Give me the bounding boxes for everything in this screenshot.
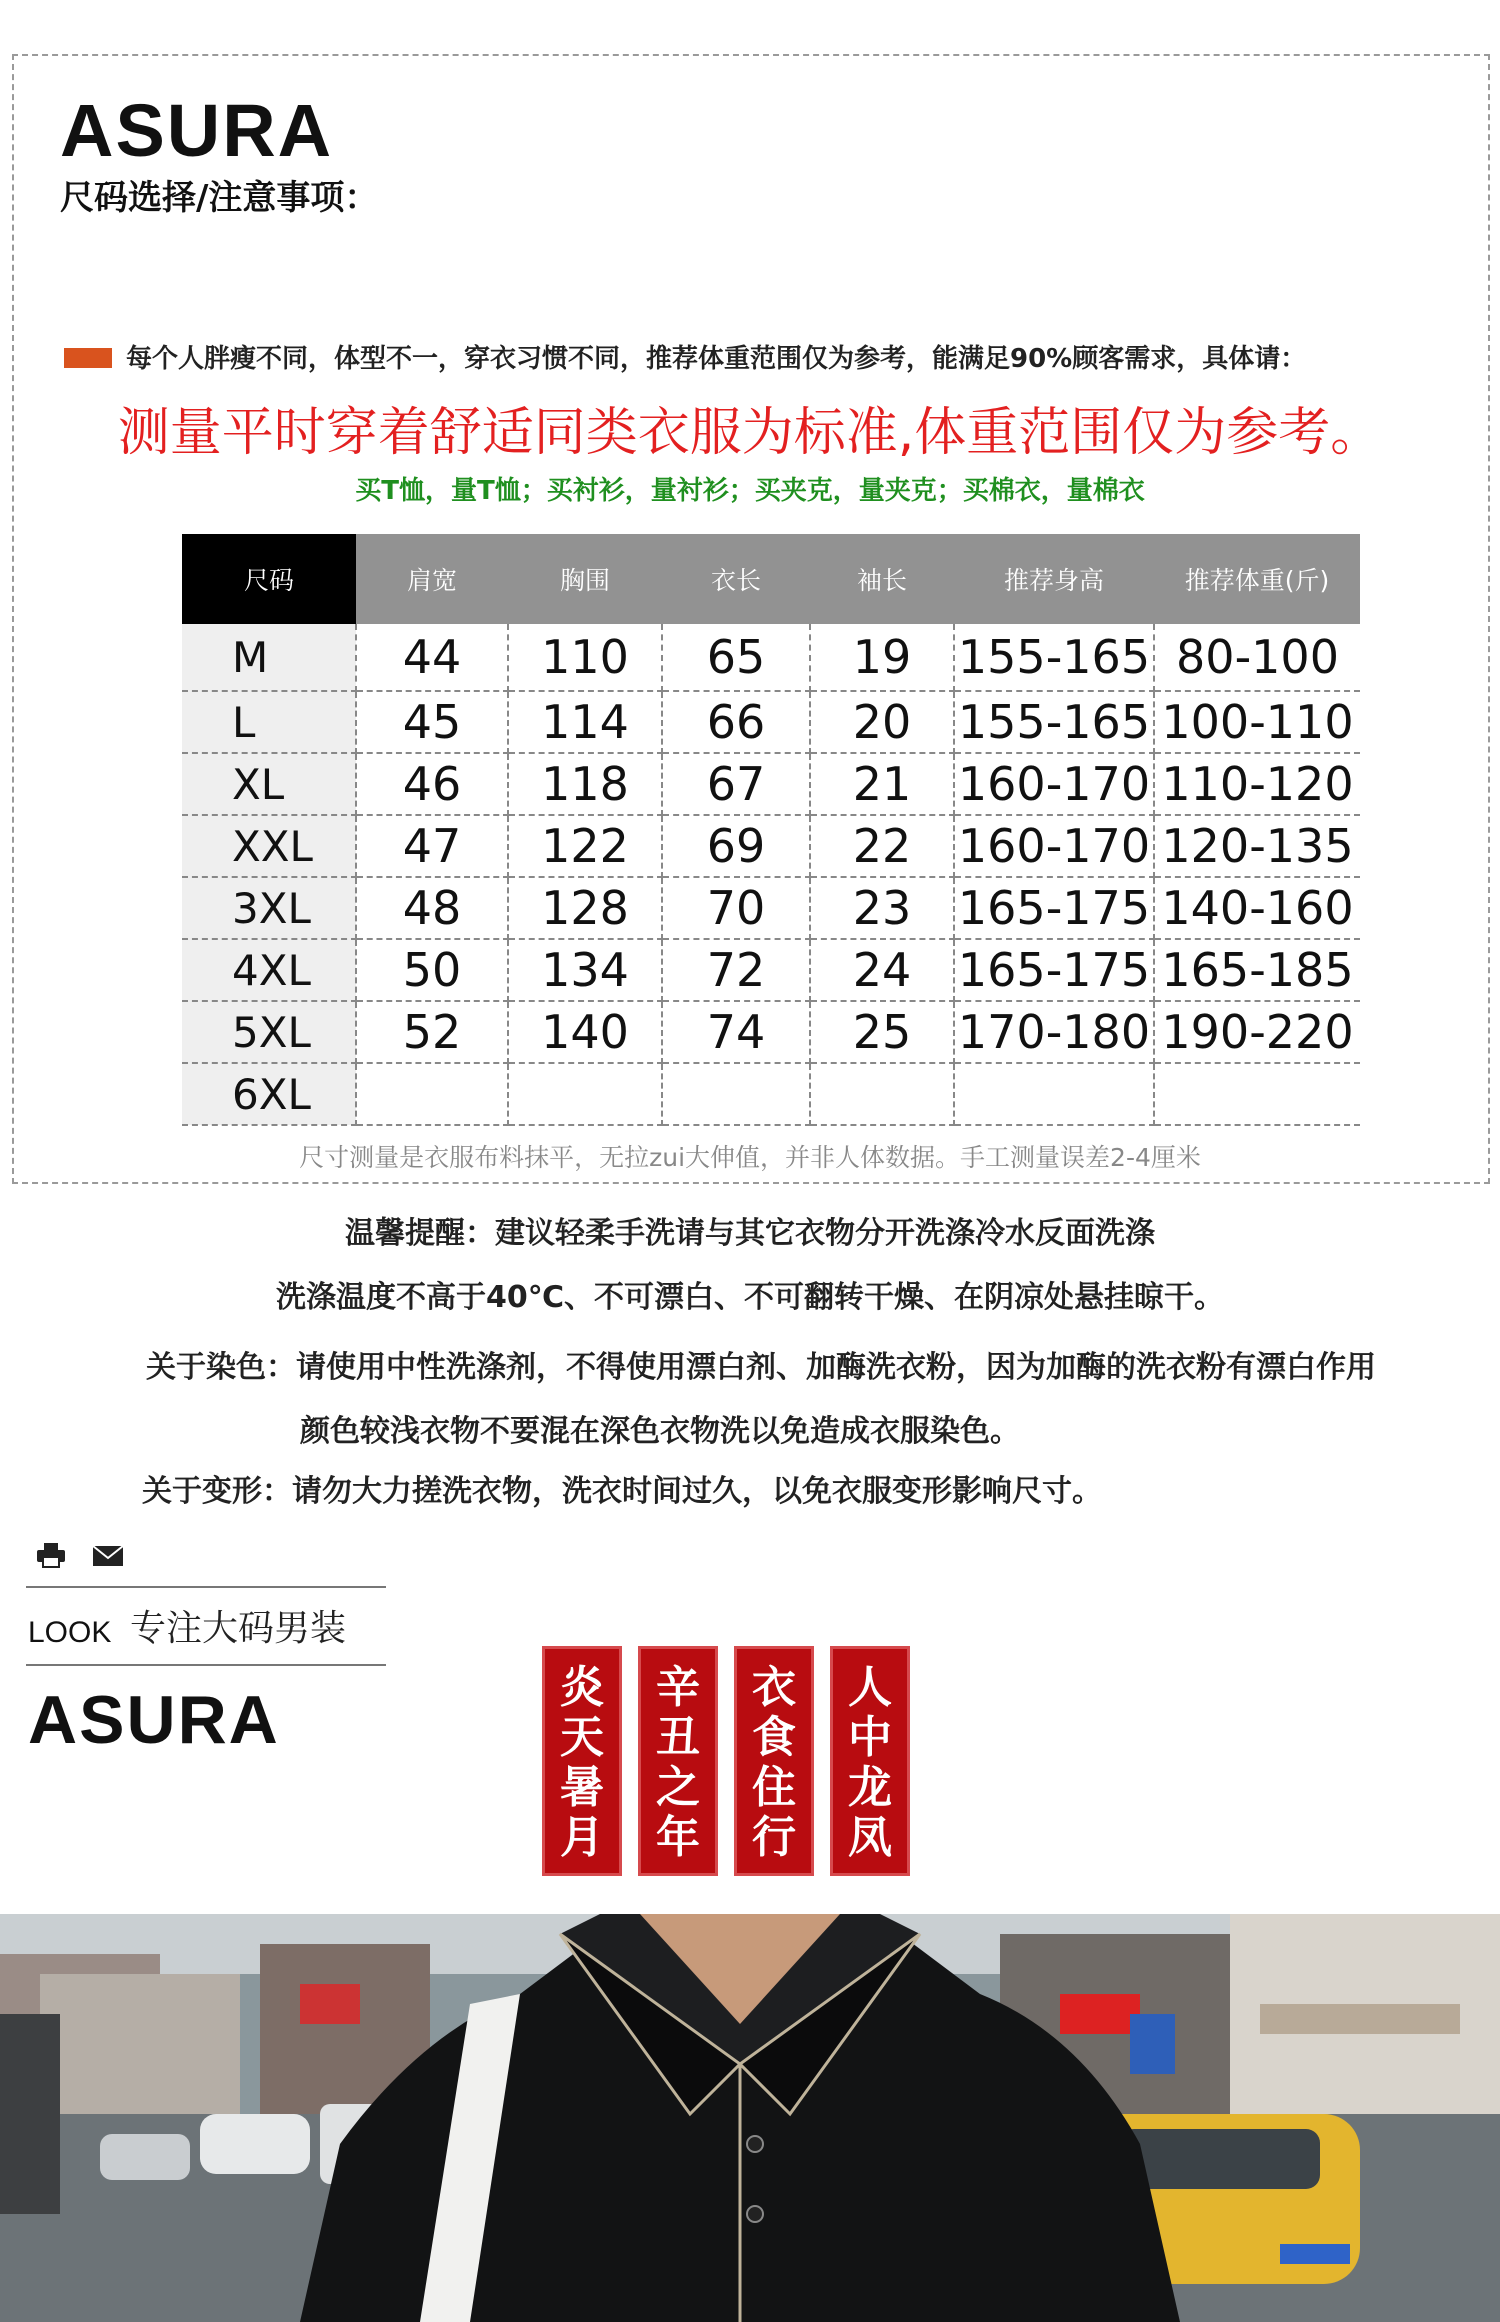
- cell-height: 165-175: [954, 939, 1154, 1001]
- size-table: [182, 534, 1360, 1126]
- orange-bullet: [64, 348, 112, 368]
- cell-sleeve: [810, 1063, 954, 1125]
- cell-shoulder: [356, 1063, 508, 1125]
- cell-chest: 134: [508, 939, 662, 1001]
- cell-size: 5XL: [182, 1001, 356, 1063]
- cell-size: M: [182, 624, 356, 691]
- size-row-4xl: [182, 939, 1360, 1001]
- divider-bottom: [26, 1664, 386, 1666]
- care-temperature: 洗涤温度不高于40℃、不可漂白、不可翻转干燥、在阴凉处悬挂晾干。: [275, 1280, 1225, 1315]
- cell-shoulder: 47: [356, 815, 508, 877]
- red-headline: 测量平时穿着舒适同类衣服为标准,体重范围仅为参考。: [117, 403, 1383, 463]
- care-dyeing-cont: 颜色较浅衣物不要混在深色衣物洗以免造成衣服染色。: [300, 1414, 1020, 1449]
- cell-length: 65: [662, 624, 810, 691]
- cell-sleeve: 19: [810, 624, 954, 691]
- size-row-5xl: [182, 1001, 1360, 1063]
- model-street-photo: [0, 1914, 1500, 2322]
- cell-size: 6XL: [182, 1063, 356, 1125]
- cell-sleeve: 22: [810, 815, 954, 877]
- cell-chest: 114: [508, 691, 662, 753]
- care-dyeing: 关于染色：请使用中性洗涤剂，不得使用漂白剂、加酶洗衣粉，因为加酶的洗衣粉有漂白作用: [146, 1350, 1376, 1385]
- divider-top: [26, 1586, 386, 1588]
- header-sleeve: 袖长: [810, 534, 954, 624]
- cell-length: 70: [662, 877, 810, 939]
- header-size: 尺码: [182, 534, 356, 624]
- banner-2: 辛 丑 之 年: [638, 1646, 718, 1876]
- cell-length: 69: [662, 815, 810, 877]
- header-chest: 胸围: [508, 534, 662, 624]
- cell-size: 4XL: [182, 939, 356, 1001]
- care-deformation: 关于变形：请勿大力搓洗衣物，洗衣时间过久，以免衣服变形影响尺寸。: [142, 1474, 1102, 1509]
- cell-size: XXL: [182, 815, 356, 877]
- cell-chest: 140: [508, 1001, 662, 1063]
- cell-size: L: [182, 691, 356, 753]
- cell-shoulder: 45: [356, 691, 508, 753]
- cell-height: 160-170: [954, 753, 1154, 815]
- header-height: 推荐身高: [954, 534, 1154, 624]
- brand-logo-lower: ASURA: [28, 1682, 280, 1758]
- cell-sleeve: 23: [810, 877, 954, 939]
- cell-shoulder: 46: [356, 753, 508, 815]
- cell-shoulder: 52: [356, 1001, 508, 1063]
- cell-weight: 120-135: [1154, 815, 1360, 877]
- intro-note: 每个人胖瘦不同，体型不一，穿衣习惯不同，推荐体重范围仅为参考，能满足90%顾客需求，具体请：: [126, 344, 1307, 374]
- cell-chest: 110: [508, 624, 662, 691]
- size-row-6xl: [182, 1063, 1360, 1125]
- cell-height: 160-170: [954, 815, 1154, 877]
- cell-shoulder: 48: [356, 877, 508, 939]
- banner-3: 衣 食 住 行: [734, 1646, 814, 1876]
- cell-length: [662, 1063, 810, 1125]
- look-label: LOOK: [28, 1616, 112, 1649]
- cell-height: [954, 1063, 1154, 1125]
- cell-chest: 118: [508, 753, 662, 815]
- cell-length: 66: [662, 691, 810, 753]
- size-row-3xl: [182, 877, 1360, 939]
- cell-shoulder: 50: [356, 939, 508, 1001]
- cell-weight: 110-120: [1154, 753, 1360, 815]
- brand-logo: ASURA: [60, 89, 334, 172]
- cell-weight: 80-100: [1154, 624, 1360, 691]
- header-shoulder: 肩宽: [356, 534, 508, 624]
- cell-shoulder: 44: [356, 624, 508, 691]
- cell-weight: 165-185: [1154, 939, 1360, 1001]
- cell-length: 74: [662, 1001, 810, 1063]
- banner-4: 人 中 龙 凤: [830, 1646, 910, 1876]
- printer-icon[interactable]: [36, 1542, 66, 1568]
- cell-sleeve: 20: [810, 691, 954, 753]
- cell-height: 165-175: [954, 877, 1154, 939]
- cell-sleeve: 24: [810, 939, 954, 1001]
- size-row-xxl: [182, 815, 1360, 877]
- cell-height: 155-165: [954, 624, 1154, 691]
- size-table-header: [182, 534, 1360, 624]
- cell-length: 72: [662, 939, 810, 1001]
- cell-sleeve: 25: [810, 1001, 954, 1063]
- cell-weight: 190-220: [1154, 1001, 1360, 1063]
- cell-weight: 100-110: [1154, 691, 1360, 753]
- cell-size: 3XL: [182, 877, 356, 939]
- cell-weight: 140-160: [1154, 877, 1360, 939]
- care-reminder: 温馨提醒：建议轻柔手洗请与其它衣物分开洗涤冷水反面洗涤: [345, 1216, 1155, 1251]
- cell-height: 170-180: [954, 1001, 1154, 1063]
- cell-chest: 128: [508, 877, 662, 939]
- banner-1: 炎 天 暑 月: [542, 1646, 622, 1876]
- cell-weight: [1154, 1063, 1360, 1125]
- tagline: 专注大码男装: [130, 1608, 347, 1649]
- header-length: 衣长: [662, 534, 810, 624]
- size-row-l: [182, 691, 1360, 753]
- cell-height: 155-165: [954, 691, 1154, 753]
- cell-length: 67: [662, 753, 810, 815]
- size-row-xl: [182, 753, 1360, 815]
- cell-chest: [508, 1063, 662, 1125]
- measure-guide-line: 买T恤，量T恤；买衬衫，量衬衫；买夹克，量夹克；买棉衣，量棉衣: [355, 476, 1145, 506]
- header-weight: 推荐体重(斤): [1154, 534, 1360, 624]
- cell-size: XL: [182, 753, 356, 815]
- mail-icon[interactable]: [92, 1544, 124, 1568]
- measurement-note: 尺寸测量是衣服布料抹平，无拉zui大伸值，并非人体数据。手工测量误差2-4厘米: [299, 1143, 1201, 1172]
- cell-chest: 122: [508, 815, 662, 877]
- size-row-m: [182, 624, 1360, 691]
- cell-sleeve: 21: [810, 753, 954, 815]
- section-subtitle: 尺码选择/注意事项：: [60, 178, 379, 218]
